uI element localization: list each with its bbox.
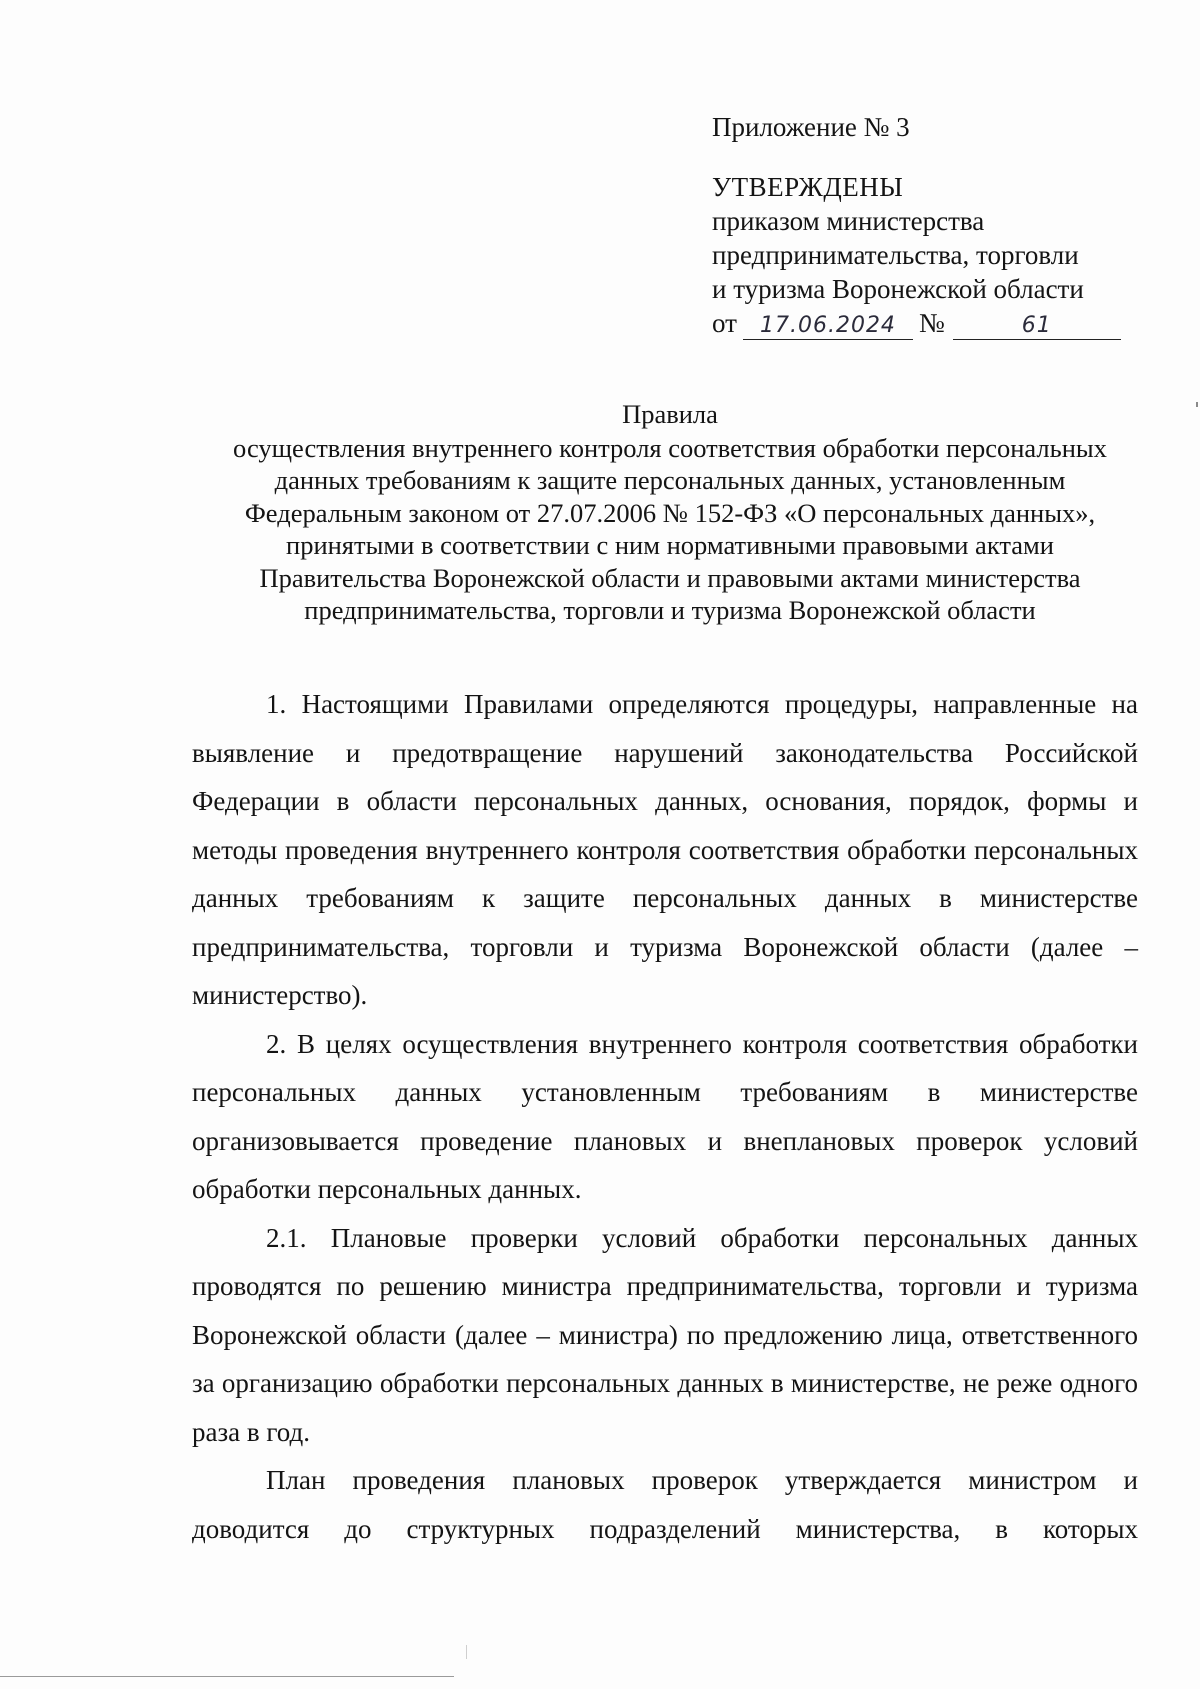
order-date-number-line [712,306,1132,340]
approved-heading: УТВЕРЖДЕНЫ [712,172,904,202]
paragraph-2: 2. В целях осуществления внутреннего контроля соответствия обработки персональных данных установленным требованиям в министерстве организовывается проведение плановых и внеплановых проверок условий обработки персональных данных. [192,1028,1138,1204]
date-prefix: от [712,308,737,338]
title-line: Правительства Воронежской области и правовыми актами министерства [259,562,1081,593]
title-line: данных требованиям к защите персональных данных, установленным [274,465,1066,495]
annex-label: Приложение № 3 [712,112,910,142]
order-number-field [953,309,1121,340]
paragraph-1: 1. Настоящими Правилами определяются процедуры, направленные на выявление и предотвращение нарушений законодательства Российской Федерации в области персональных данных, основания, порядок, формы и методы проведения внутреннего контроля соответствия обработки персональных данных требованиям к защите персональных данных в министерстве предпринимательства, торговли и туризма Воронежской области (далее – министерство). [192,689,1138,1010]
paragraph-2-1: 2.1. Плановые проверки условий обработки персональных данных проводятся по решению министра предпринимательства, торговли и туризма Воронежской области (далее – министра) по предложению лица, ответственного за организацию обработки персональных данных в министерстве, не реже одного раза в год. [192,1222,1138,1447]
order-date-handwritten: 17.06.2024 [759,313,896,338]
scan-speck [466,1645,467,1659]
scan-speck [1196,402,1198,407]
approval-block [712,110,1132,340]
approval-line: приказом министерства [712,206,985,236]
number-sign: № [918,308,945,338]
document-title [180,398,1160,627]
paragraph-plan: План проведения плановых проверок утверждается министром и доводится до структурных подразделений министерства, в которых [192,1465,1138,1544]
title-heading: Правила [622,399,718,429]
approval-line: и туризма Воронежской области [712,274,1084,304]
scan-edge-line [0,1676,454,1677]
order-number-handwritten: 61 [1021,313,1052,338]
approval-line: предпринимательства, торговли [712,240,1079,270]
title-line: принятыми в соответствии с ним нормативными правовыми актами [286,530,1054,560]
order-date-field [743,309,913,340]
title-line: осуществления внутреннего контроля соответствия обработки персональных [233,432,1107,463]
document-body [192,680,1138,1553]
title-line: Федеральным законом от 27.07.2006 № 152-ФЗ «О персональных данных», [244,497,1096,528]
title-line: предпринимательства, торговли и туризма Воронежской области [304,595,1036,625]
